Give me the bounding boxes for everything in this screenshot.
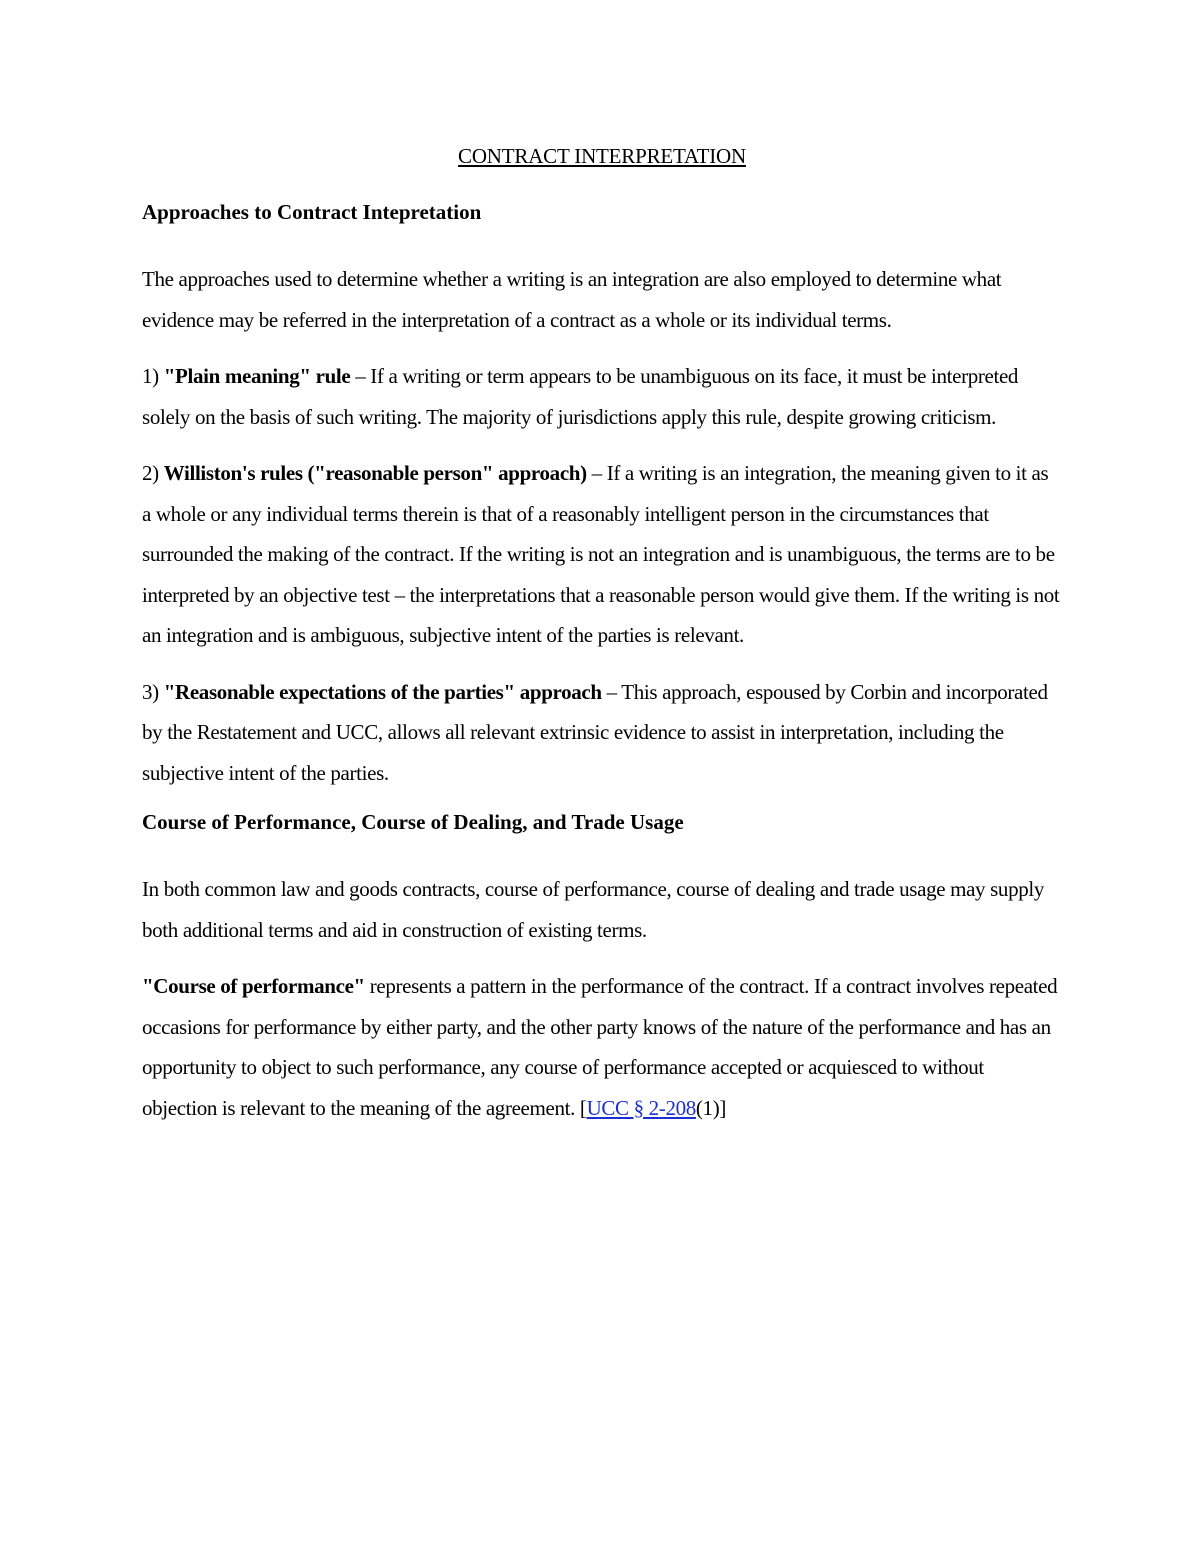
- item-text: – If a writing is an integration, the meaning given to it as a whole or any individual terms therein is that of a reasonably intelligent person in the circumstances that surrounded the making of the contract. If the writing is not an integration and is unambiguous, the terms are to be interpreted by an objective test – the interpretations that a reasonable person would give them. If the writing is not an integration and is ambiguous, subjective intent of the parties is relevant.: [142, 461, 1060, 647]
- item-number: 1): [142, 364, 164, 388]
- document-page: [142, 143, 1062, 1144]
- plain-meaning-paragraph: [142, 356, 1062, 437]
- citation-suffix: (1)]: [695, 1095, 726, 1120]
- item-term: Williston's rules ("reasonable person" approach): [163, 461, 587, 485]
- intro-paragraph: The approaches used to determine whether a writing is an integration are also employed to determine what evidence may be referred in the interpretation of a contract as a whole or its individual terms.: [142, 267, 1002, 332]
- item-number: 2): [142, 461, 164, 485]
- course-of-performance-paragraph: [142, 966, 1062, 1128]
- course-of-performance-text: represents a pattern in the performance of the contract. If a contract involves repeated occasions for performance by either party, and the other party knows of the nature of the performance and has an opportunity to object to such performance, any course of performance accepted or acquiesced to without objection is relevant to the meaning of the agreement. [: [142, 974, 1058, 1120]
- ucc-2-208-link[interactable]: UCC § 2-208: [586, 1095, 696, 1120]
- course-of-performance-term: "Course of performance": [142, 974, 365, 998]
- section-heading-approaches: Approaches to Contract Intepretation: [142, 200, 482, 224]
- item-text: – This approach, espoused by Corbin and incorporated by the Restatement and UCC, allows all relevant extrinsic evidence to assist in interpretation, including the subjective intent of the parties.: [142, 679, 1048, 785]
- item-term: "Reasonable expectations of the parties" approach: [163, 679, 602, 704]
- section-heading-course-of-performance: Course of Performance, Course of Dealing, and Trade Usage: [142, 810, 684, 834]
- item-term: "Plain meaning" rule: [163, 364, 351, 388]
- item-number: 3): [142, 679, 164, 704]
- willistons-rules-paragraph: [142, 453, 1062, 656]
- item-text: – If a writing or term appears to be unambiguous on its face, it must be interpreted solely on the basis of such writing. The majority of jurisdictions apply this rule, despite growing criticism.: [142, 364, 1019, 429]
- course-intro-paragraph: In both common law and goods contracts, course of performance, course of dealing and trade usage may supply both additional terms and aid in construction of existing terms.: [142, 877, 1045, 942]
- document-title: CONTRACT INTERPRETATION: [458, 144, 746, 168]
- reasonable-expectations-paragraph: [142, 672, 1062, 794]
